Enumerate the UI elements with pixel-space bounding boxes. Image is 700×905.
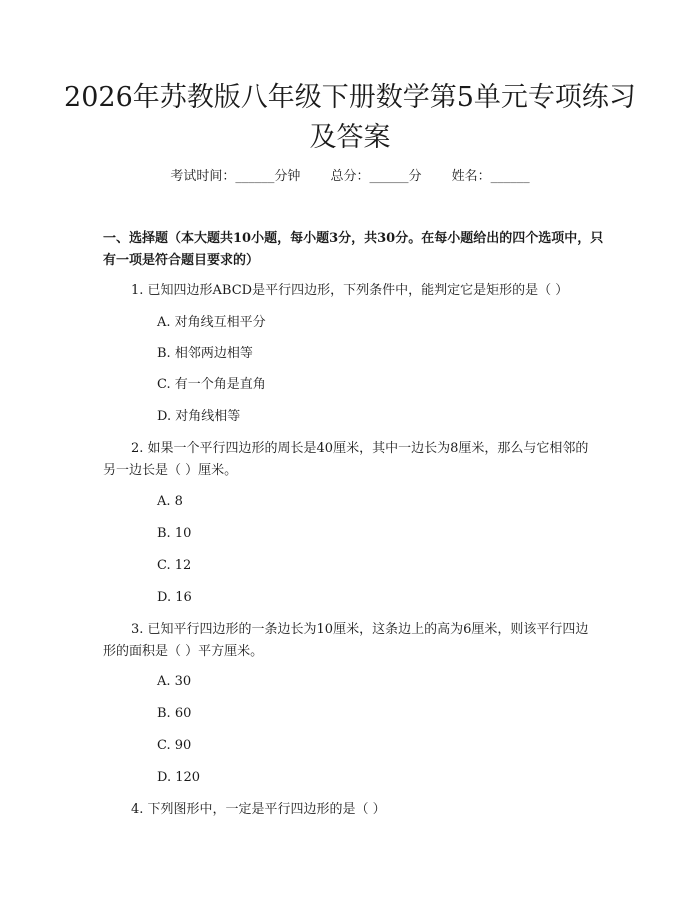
question-1-option-c: C. 有一个角是直角 [157, 377, 266, 392]
question-1-option-b: B. 相邻两边相等 [157, 346, 253, 361]
section-heading: 一、选择题（本大题共10小题，每小题3分，共30分。在每小题给出的四个选项中，只有一项是符合题目要求的） [103, 231, 604, 268]
question-3-option-c: C. 90 [157, 738, 192, 753]
question-3-option-b: B. 60 [157, 706, 192, 721]
question-1-option-a: A. 对角线互相平分 [157, 315, 266, 330]
total-score: 总分：______分 [330, 169, 422, 184]
question-1-option-d: D. 对角线相等 [157, 409, 241, 424]
student-name: 姓名：______ [451, 169, 530, 184]
question-4: 4. 下列图形中，一定是平行四边形的是（ ） [131, 802, 386, 817]
question-2: 2. 如果一个平行四边形的周长是40厘米，其中一边长为8厘米，那么与它相邻的另一边长是（ ）厘米。 [103, 441, 589, 478]
question-3-option-a: A. 30 [157, 674, 192, 689]
question-1: 1. 已知四边形ABCD是平行四边形，下列条件中，能判定它是矩形的是（ ） [131, 283, 569, 298]
question-2-option-a: A. 8 [157, 494, 183, 509]
question-2-option-b: B. 10 [157, 526, 192, 541]
exam-info [0, 166, 700, 188]
question-2-option-c: C. 12 [157, 558, 192, 573]
page-title: 2026年苏教版八年级下册数学第5单元专项练习及答案 [64, 82, 636, 153]
exam-time: 考试时间：______分钟 [170, 169, 301, 184]
question-2-option-d: D. 16 [157, 590, 192, 605]
question-3-option-d: D. 120 [157, 770, 201, 785]
question-3: 3. 已知平行四边形的一条边长为10厘米，这条边上的高为6厘米，则该平行四边形的面积是（ ）平方厘米。 [103, 622, 589, 659]
